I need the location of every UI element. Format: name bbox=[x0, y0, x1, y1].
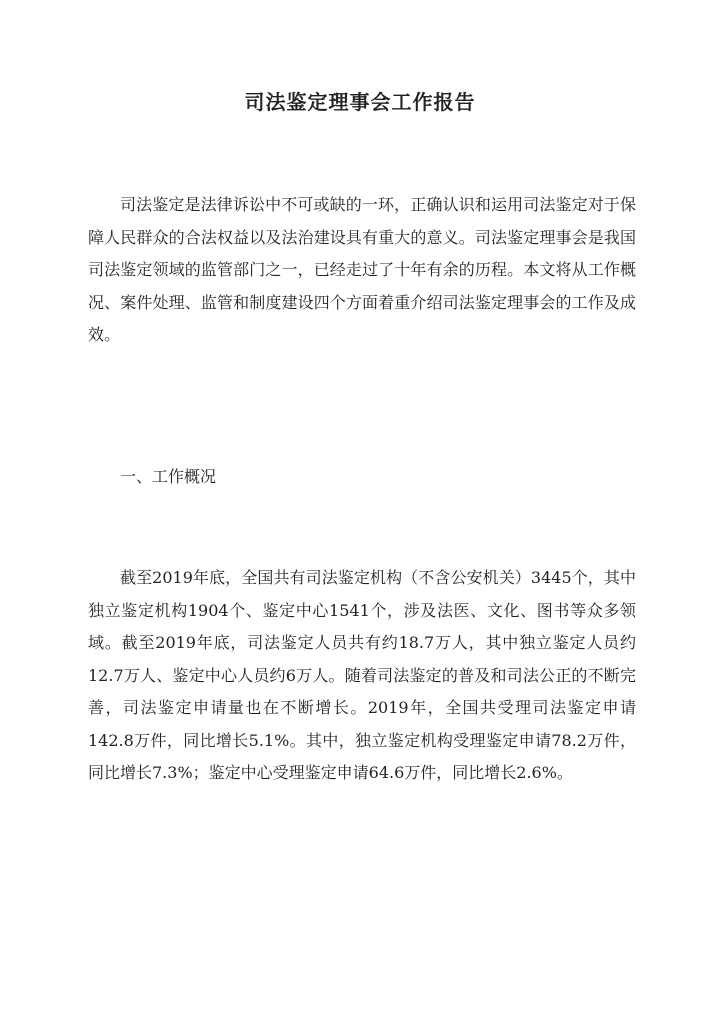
intro-paragraph: 司法鉴定是法律诉讼中不可或缺的一环，正确认识和运用司法鉴定对于保障人民群众的合法权益以及法治建设具有重大的意义。司法鉴定理事会是我国司法鉴定领域的监管部门之一，已经走过了十年有余的历程。本文将从工作概况、案件处理、监管和制度建设四个方面着重介绍司法鉴定理事会的工作及成效。 bbox=[88, 195, 636, 344]
section-heading-work-overview: 一、工作概况 bbox=[120, 467, 217, 486]
document-title: 司法鉴定理事会工作报告 bbox=[244, 90, 476, 114]
section-paragraph-work-overview: 截至2019年底，全国共有司法鉴定机构（不含公安机关）3445个，其中独立鉴定机构1904个、鉴定中心1541个，涉及法医、文化、图书等众多领域。截至2019年底，司法鉴定人员共有约18.7万人，其中独立鉴定人员约12.7万人、鉴定中心人员约6万人。随着司法鉴定的普及和司法公正的不断完善，司法鉴定申请量也在不断增长。2019年，全国共受理司法鉴定申请142.8万件，同比增长5.1%。其中，独立鉴定机构受理鉴定申请78.2万件，同比增长7.3%；鉴定中心受理鉴定申请64.6万件，同比增长2.6%。 bbox=[88, 568, 636, 782]
